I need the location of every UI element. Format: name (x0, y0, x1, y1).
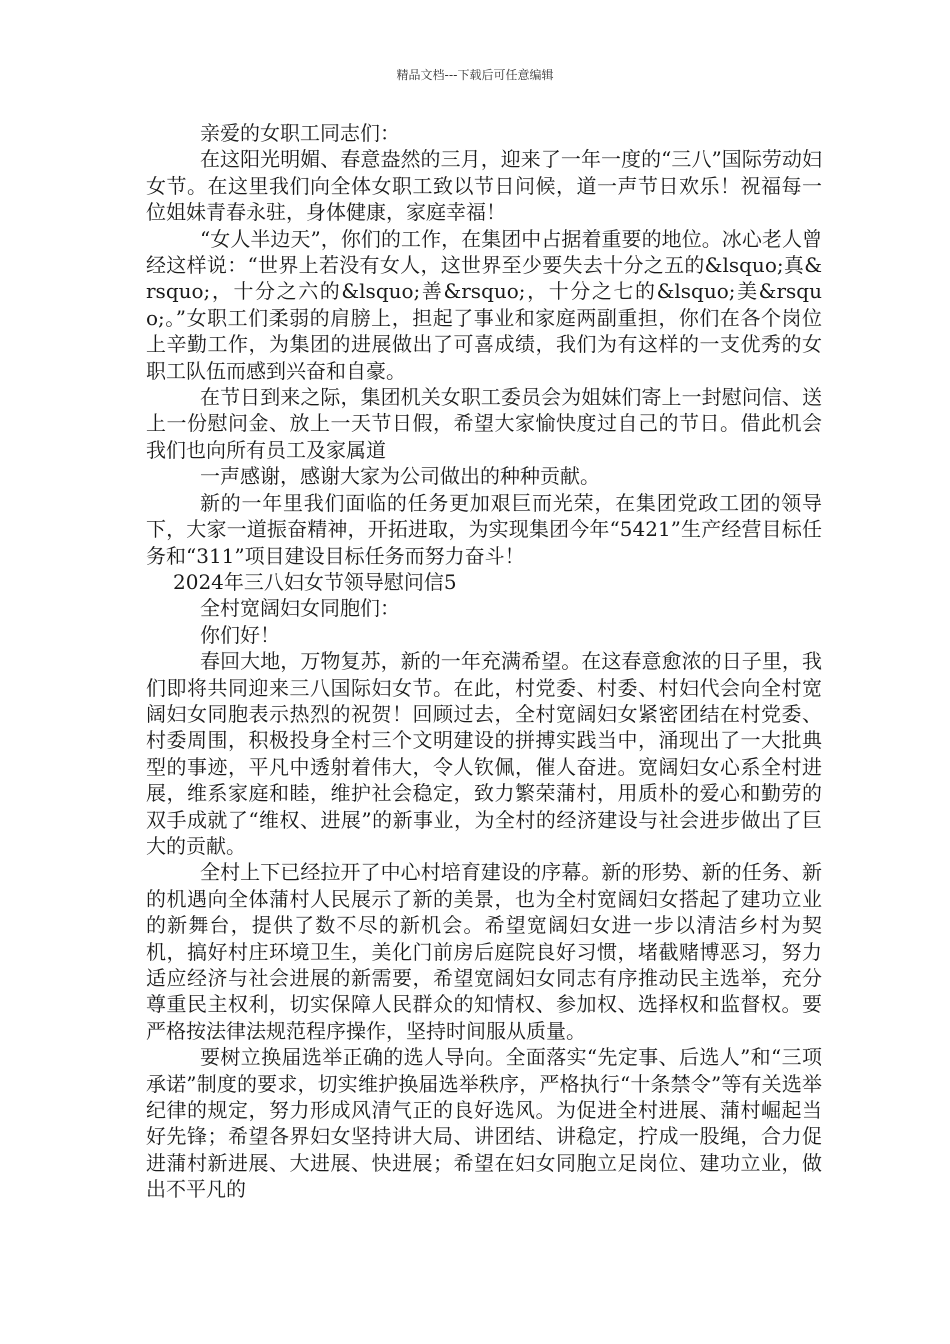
paragraph: 新的一年里我们面临的任务更加艰巨而光荣，在集团党政工团的领导下，大家一道振奋精神，开拓进取，为实现集团今年“5421”生产经营目标任务和“311”项目建设目标任务而努力奋斗！ (146, 490, 822, 568)
section-heading: 2024年三八妇女节领导慰问信5 (173, 569, 457, 594)
paragraph: “女人半边天”，你们的工作，在集团中占据着重要的地位。冰心老人曾经这样说：“世界上若没有女人，这世界至少要失去十分之五的&lsquo;真&rsquo;，十分之六的&lsquo;善&rsquo;，十分之七的&lsquo;美&rsquo;。”女职工们柔弱的肩膀上，担起了事业和家庭两副重担，你们在各个岗位上辛勤工作，为集团的进展做出了可喜成绩，我们为有这样的一支优秀的女职工队伍而感到兴奋和自豪。 (146, 226, 822, 383)
document-body (146, 120, 822, 1203)
paragraph: 要树立换届选举正确的选人导向。全面落实“先定事、后选人”和“三项承诺”制度的要求，切实维护换届选举秩序，严格执行“十条禁令”等有关选举纪律的规定，努力形成风清气正的良好选风。为促进全村进展、蒲村崛起当好先锋；希望各界妇女坚持讲大局、讲团结、讲稳定，拧成一股绳，合力促进蒲村新进展、大进展、快进展；希望在妇女同胞立足岗位、建功立业，做出不平凡的 (146, 1045, 822, 1202)
salutation: 亲爱的女职工同志们： (200, 121, 400, 145)
salutation: 全村宽阔妇女同胞们： (200, 596, 400, 621)
paragraph: 全村上下已经拉开了中心村培育建设的序幕。新的形势、新的任务、新的机遇向全体蒲村人民展示了新的美景，也为全村宽阔妇女搭起了建功立业的新舞台，提供了数不尽的新机会。希望宽阔妇女进一步以清洁乡村为契机，搞好村庄环境卫生，美化门前房后庭院良好习惯，堵截赌博恶习，努力适应经济与社会进展的新需要，希望宽阔妇女同志有序推动民主选举，充分尊重民主权利，切实保障人民群众的知情权、参加权、选择权和监督权。要严格按法律法规范程序操作，坚持时间服从质量。 (146, 860, 822, 1043)
greeting: 你们好！ (200, 622, 280, 647)
page-header: 精品文档---下载后可任意编辑 (396, 68, 554, 82)
paragraph: 春回大地，万物复苏，新的一年充满希望。在这春意愈浓的日子里，我们即将共同迎来三八国际妇女节。在此，村党委、村委、村妇代会向全村宽阔妇女同胞表示热烈的祝贺！回顾过去，全村宽阔妇女紧密团结在村党委、村委周围，积极投身全村三个文明建设的拼搏实践当中，涌现出了一大批典型的事迹，平凡中透射着伟大，令人钦佩，催人奋进。宽阔妇女心系全村进展，维系家庭和睦，维护社会稳定，致力繁荣蒲村，用质朴的爱心和勤劳的双手成就了“维权、进展”的新事业，为全村的经济建设与社会进步做出了巨大的贡献。 (146, 649, 822, 858)
paragraph: 一声感谢，感谢大家为公司做出的种种贡献。 (200, 464, 600, 489)
paragraph: 在这阳光明媚、春意盎然的三月，迎来了一年一度的“三八”国际劳动妇女节。在这里我们向全体女职工致以节日问候，道一声节日欢乐！祝福每一位姐妹青春永驻，身体健康，家庭幸福！ (146, 147, 822, 225)
paragraph: 在节日到来之际，集团机关女职工委员会为姐妹们寄上一封慰问信、送上一份慰问金、放上一天节日假，希望大家愉快度过自己的节日。借此机会我们也向所有员工及家属道 (146, 385, 822, 462)
